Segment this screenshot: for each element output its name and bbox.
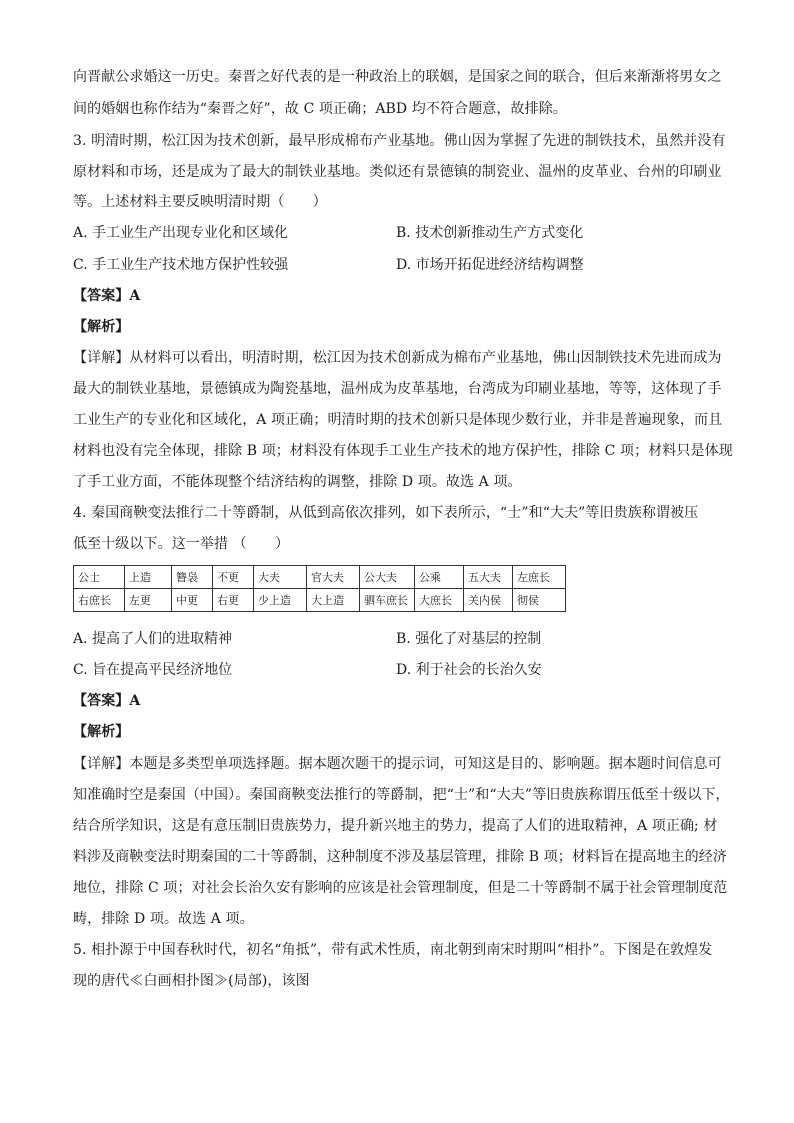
q4-explanation: 畴，排除 D 项。故选 A 项。: [73, 911, 254, 927]
table-cell: 上造: [125, 566, 172, 589]
table-cell: 公大夫: [360, 566, 415, 589]
q3-explanation: 了手工业方面，不能体现整个结济结构的调整，排除 D 项。故选 A 项。: [73, 474, 522, 490]
text-line: 间的婚姻也称作结为“秦晋之好”，故 C 项正确；ABD 均不符合题意，故排除。: [73, 101, 567, 117]
question-3-stem: 等。上述材料主要反映明清时期（ ）: [73, 194, 327, 210]
q4-explanation: 料涉及商鞅变法时期秦国的二十等爵制，这种制度不涉及基层管理，排除 B 项；材料旨在提高地主的经济: [73, 849, 727, 865]
question-5-stem: 现的唐代≪白画相扑图≫(局部)，该图: [73, 973, 310, 989]
question-3-stem: 原材料和市场，还是成为了最大的制铁业基地。类似还有景德镇的制瓷业、温州的皮革业、台州的印刷业: [73, 164, 722, 180]
q4-option-b: B. 强化了对基层的控制: [396, 631, 542, 647]
q4-explanation: 【详解】本题是多类型单项选择题。据本题次题干的提示词，可知这是目的、影响题。据本题时间信息可: [73, 756, 722, 772]
q4-answer: 【答案】A: [73, 693, 141, 709]
table-cell: 关内侯: [464, 589, 513, 612]
table-cell: 右庶长: [74, 589, 125, 612]
table-cell: 彻侯: [513, 589, 566, 612]
question-3-stem: 3. 明清时期，松江因为技术创新，最早形成棉布产业基地。佛山因为掌握了先进的制铁技术，虽然并没有: [73, 133, 726, 149]
q4-explanation: 结合所学知识，这是有意压制旧贵族势力，提升新兴地主的势力，提高了人们的进取精神，A 项正确; 材: [73, 818, 718, 834]
table-cell: 官大夫: [307, 566, 360, 589]
question-4-stem: 低至十级以下。这一举措 （ ）: [73, 536, 290, 552]
table-cell: 大夫: [254, 566, 307, 589]
table-cell: 大上造: [307, 589, 360, 612]
q4-explanation: 地位，排除 C 项；对社会长治久安有影响的应该是社会管理制度，但是二十等爵制不属于社会管理制度范: [73, 880, 728, 896]
q4-analysis-label: 【解析】: [73, 724, 130, 740]
table-cell: 大庶长: [415, 589, 464, 612]
table-row: [74, 566, 566, 589]
table-cell: 公乘: [415, 566, 464, 589]
question-5-stem: 5. 相扑源于中国春秋时代，初名“角抵”，带有武术性质，南北朝到南宋时期叫“相扑”。下图是在敦煌发: [73, 942, 713, 958]
table-cell: 公士: [74, 566, 125, 589]
q3-explanation: 【详解】从材料可以看出，明清时期，松江因为技术创新成为棉布产业基地，佛山因制铁技术先进而成为: [73, 350, 722, 366]
table-cell: 簪袅: [172, 566, 213, 589]
q3-option-a: A. 手工业生产出现专业化和区域化: [73, 225, 289, 241]
rank-table: [73, 565, 566, 612]
text-line: 向晋献公求婚这一历史。秦晋之好代表的是一种政治上的联姻，是国家之间的联合，但后来渐渐将男女之: [73, 69, 722, 85]
table-cell: 中更: [172, 589, 213, 612]
question-4-stem: 4. 秦国商鞅变法推行二十等爵制，从低到高依次排列，如下表所示，“士”和“大夫”等旧贵族称谓被压: [73, 505, 699, 521]
table-cell: 少上造: [254, 589, 307, 612]
q4-option-c: C. 旨在提高平民经济地位: [73, 662, 233, 678]
table-cell: 驷车庶长: [360, 589, 415, 612]
q3-option-d: D. 市场开拓促进经济结构调整: [396, 257, 584, 273]
table-cell: 左庶长: [513, 566, 566, 589]
q4-option-d: D. 利于社会的长治久安: [396, 662, 542, 678]
q3-answer: 【答案】A: [73, 288, 141, 304]
q3-analysis-label: 【解析】: [73, 319, 130, 335]
q3-explanation: 工业生产的专业化和区域化，A 项正确；明清时期的技术创新只是体现少数行业，并非是普遍现象，而且: [73, 412, 723, 428]
table-cell: 左更: [125, 589, 172, 612]
table-row: [74, 589, 566, 612]
table-cell: 右更: [213, 589, 254, 612]
q3-option-c: C. 手工业生产技术地方保护性较强: [73, 257, 289, 273]
table-cell: 五大夫: [464, 566, 513, 589]
table-cell: 不更: [213, 566, 254, 589]
q4-explanation: 知准确时空是秦国（中国）。秦国商鞅变法推行的等爵制，把“士”和“大夫”等旧贵族称谓压低至十级以下，: [73, 787, 730, 803]
q3-option-b: B. 技术创新推动生产方式变化: [396, 225, 584, 241]
q4-option-a: A. 提高了人们的进取精神: [73, 631, 233, 647]
q3-explanation: 材料也没有完全体现，排除 B 项；材料没有体现手工业生产技术的地方保护性，排除 C 项；材料只是体现: [73, 443, 733, 459]
q3-explanation: 最大的制铁业基地，景德镇成为陶瓷基地，温州成为皮革基地，台湾成为印刷业基地，等等，这体现了手: [73, 381, 722, 397]
